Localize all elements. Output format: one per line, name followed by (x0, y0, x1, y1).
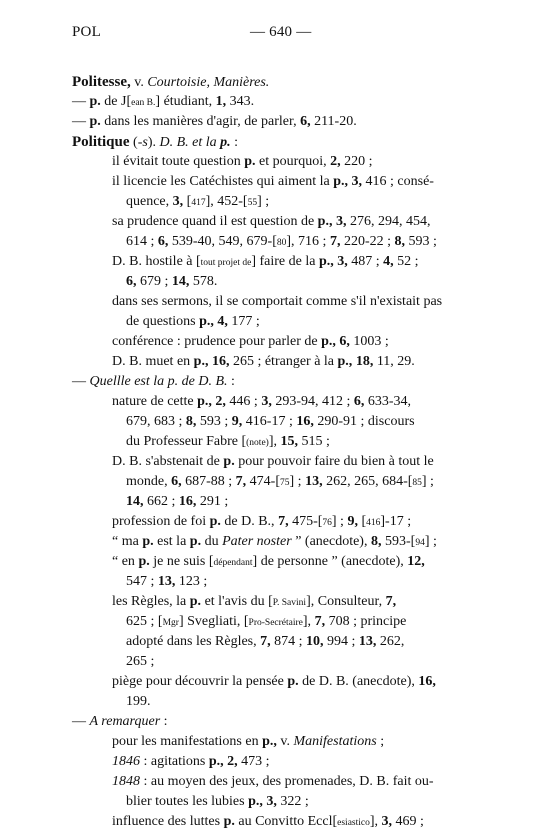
text: p. (209, 514, 221, 529)
text: 343. (226, 94, 255, 109)
volume-number: 2, (215, 394, 226, 409)
text: au Convitto Eccl[ (234, 814, 338, 829)
text: p. (244, 154, 256, 169)
index-line (126, 194, 269, 211)
text: ] ; (331, 514, 348, 529)
text: p. (223, 814, 235, 829)
text: A remarquer (89, 714, 161, 729)
index-line (112, 214, 430, 230)
text: p. (89, 94, 101, 109)
text: je ne suis [ (149, 554, 214, 569)
volume-number: 9, (347, 514, 358, 529)
text: 265 ; étranger à la (229, 354, 338, 369)
text: ” (anecdote), (291, 534, 371, 549)
text: de D. B., (220, 514, 279, 529)
volume-number: 13, (157, 574, 176, 589)
text: 75 (280, 478, 290, 488)
index-line (112, 454, 434, 470)
index-line (112, 514, 411, 531)
text: 293-94, 412 ; (271, 394, 354, 409)
sub-entry (72, 114, 357, 130)
text: 211-20. (310, 114, 357, 129)
text: p., (262, 734, 277, 749)
text: p. (220, 135, 231, 150)
text: ean B. (131, 98, 156, 108)
volume-number: 14, (126, 494, 144, 509)
text: 515 ; (298, 434, 330, 449)
text: 123 ; (175, 574, 208, 589)
text: quence, (126, 194, 173, 209)
text: sa prudence quand il est question de (112, 214, 318, 229)
text: “ ma (112, 534, 143, 549)
page-number: — 640 — (250, 24, 312, 40)
volume-number: 8, (394, 234, 406, 249)
volume-number: 3, (261, 394, 272, 409)
text: ] ; (257, 194, 270, 209)
volume-number: 7, (278, 514, 289, 529)
text: 52 ; (393, 254, 419, 269)
volume-number: 2, (227, 754, 238, 769)
text: p., (318, 254, 334, 269)
text: tout projet de (200, 258, 252, 268)
index-line (112, 554, 425, 571)
text: blier toutes les lubies (126, 794, 249, 809)
volume-number: 6, (353, 394, 365, 409)
entry-headword: Politesse, (72, 74, 131, 90)
text: 85 (412, 478, 422, 488)
text: de J[ (100, 94, 132, 109)
text: p. (223, 454, 235, 469)
entry-politesse (72, 74, 269, 91)
text: 76 (322, 518, 332, 528)
text: 265 ; (126, 654, 155, 669)
index-line (126, 314, 260, 330)
text: ] ; (289, 474, 306, 489)
text: 1003 ; (349, 334, 389, 349)
text: esiastico (337, 818, 370, 828)
text: 625 ; [ (126, 614, 163, 629)
volume-number: 12, (407, 554, 425, 569)
volume-number: 1, (215, 94, 227, 109)
index-line (126, 654, 154, 670)
text: [ (357, 514, 367, 529)
cross-reference: Manifestations (293, 734, 377, 749)
volume-number: 6, (126, 274, 137, 289)
volume-number: 14, (171, 274, 190, 289)
index-line (112, 354, 415, 370)
text: dans ses sermons, il se comportait comme s'il n'existait pas (112, 294, 443, 309)
text: p., (197, 394, 212, 409)
text: P. Savini (272, 598, 307, 608)
index-line (112, 254, 419, 271)
volume-number: 3, (337, 254, 348, 269)
index-line (112, 534, 437, 551)
text: ], 452-[ (205, 194, 248, 209)
volume-number: 8, (185, 414, 197, 429)
volume-number: 3, (172, 194, 184, 209)
text: nature de cette (112, 394, 198, 409)
index-line (112, 774, 434, 790)
text: 322 ; (276, 794, 309, 809)
volume-number: 3, (335, 214, 347, 229)
text: 679 ; (136, 274, 172, 289)
text: 593 ; (196, 414, 232, 429)
volume-number: 7, (329, 234, 341, 249)
text: 416 ; consé- (362, 174, 434, 189)
text: -s (137, 135, 148, 150)
volume-number: 10, (306, 634, 324, 649)
text: ], (369, 814, 382, 829)
text: du Professeur Fabre [ (126, 434, 247, 449)
text: p., (317, 214, 333, 229)
volume-number: 7, (260, 634, 271, 649)
text: — (72, 374, 90, 389)
volume-number: 13, (358, 634, 377, 649)
text: — (72, 114, 90, 129)
volume-number: 6, (300, 114, 311, 129)
cross-reference: Courtoisie, Manières. (147, 75, 270, 90)
text: 874 ; (270, 634, 307, 649)
text: “ en (112, 554, 139, 569)
text: ] Svegliati, [ (178, 614, 249, 629)
volume-number: 15, (280, 434, 298, 449)
volume-number: 4, (217, 314, 228, 329)
index-line (112, 814, 424, 831)
index-line (112, 154, 373, 170)
index-line (112, 754, 270, 770)
volume-number: 4, (383, 254, 394, 269)
text: 593-[ (381, 534, 416, 549)
text: pour pouvoir faire du bien à tout le (234, 454, 434, 469)
text: ; (376, 734, 385, 749)
text: dans les manières d'agir, de parler, (100, 114, 301, 129)
text: ] ; (421, 474, 434, 489)
text: de D. B. (anecdote), (298, 674, 419, 689)
year: 1846 (112, 754, 140, 769)
text: p. (189, 594, 202, 609)
index-line (126, 614, 406, 631)
text: p., (248, 794, 263, 809)
text: ], (268, 434, 281, 449)
text: D. B. et la (159, 135, 221, 150)
text: [ (183, 194, 192, 209)
volume-number: 16, (211, 354, 230, 369)
text: : agitations (140, 754, 209, 769)
text: conférence : prudence pour parler de (112, 334, 322, 349)
text: 291 ; (196, 494, 229, 509)
text: ( (129, 135, 138, 150)
text: — (72, 94, 90, 109)
index-line (126, 694, 151, 710)
volume-number: 16, (296, 414, 314, 429)
index-line (126, 474, 434, 491)
text: 290-91 ; discours (313, 414, 415, 429)
text: : (230, 135, 239, 150)
sub-entry (72, 94, 254, 111)
text: 578. (189, 274, 218, 289)
text: 475-[ (288, 514, 323, 529)
text: v. (130, 75, 148, 90)
text: Pro-Secrétaire (248, 618, 303, 628)
index-line (112, 294, 442, 310)
text: p., (193, 354, 209, 369)
text: (note) (246, 438, 269, 448)
text: Pater noster (222, 534, 292, 549)
text: 679, 683 ; (126, 414, 186, 429)
text: : (227, 374, 235, 389)
entry-politique (72, 134, 238, 151)
text: p., (208, 754, 224, 769)
text: — (72, 714, 90, 729)
text: 593 ; (405, 234, 437, 249)
index-line (126, 794, 309, 810)
text: 94 (415, 538, 425, 548)
text: 80 (276, 238, 287, 248)
index-line (112, 394, 411, 410)
text: 55 (247, 198, 258, 208)
text: adopté dans les Règles, (126, 634, 261, 649)
text: p. (142, 534, 154, 549)
volume-number: 13, (305, 474, 323, 489)
text: du (201, 534, 223, 549)
text: D. B. hostile à [ (112, 254, 201, 269)
text: ], 716 ; (286, 234, 330, 249)
volume-number: 7, (235, 474, 247, 489)
text: p., (321, 334, 336, 349)
index-line (112, 334, 389, 350)
volume-number: 3, (351, 174, 363, 189)
text: ). (147, 135, 160, 150)
text: p. (287, 674, 299, 689)
index-line (112, 174, 434, 190)
text: 687-88 ; (181, 474, 236, 489)
text: 614 ; (126, 234, 158, 249)
index-line (126, 494, 228, 510)
index-line (126, 574, 207, 590)
volume-number: 9, (231, 414, 243, 429)
index-line (112, 674, 436, 690)
text: 539-40, 549, 679-[ (168, 234, 277, 249)
text: 416 (366, 518, 381, 528)
text: D. B. muet en (112, 354, 194, 369)
text: p., (337, 354, 353, 369)
volume-number: 16, (178, 494, 197, 509)
volume-number: 2, (330, 154, 341, 169)
volume-number: 6, (157, 234, 169, 249)
text: ] de personne ” (anecdote), (252, 554, 408, 569)
text: dépendant (213, 558, 253, 568)
text: 417 (191, 198, 206, 208)
volume-number: 16, (418, 674, 436, 689)
volume-number: 7, (385, 594, 397, 609)
text: 469 ; (392, 814, 424, 829)
index-line (126, 634, 404, 650)
text: ] ; (424, 534, 437, 549)
text: 633-34, (364, 394, 412, 409)
index-line (112, 594, 396, 611)
text: ], Consulteur, (306, 594, 386, 609)
text: Mgr (162, 618, 179, 628)
volume-number: 6, (339, 334, 350, 349)
sub-heading (72, 714, 168, 730)
text: Quellle est la p. de D. B. (89, 374, 228, 389)
text: p. (189, 534, 202, 549)
text: 220 ; (340, 154, 373, 169)
text: 473 ; (237, 754, 270, 769)
running-head: POL (72, 24, 101, 40)
text: v. (276, 734, 294, 749)
text: de questions (126, 314, 200, 329)
index-line (112, 734, 384, 750)
index-line (126, 274, 217, 290)
text: 262, (376, 634, 405, 649)
text: est la (153, 534, 190, 549)
text: : (160, 714, 168, 729)
volume-number: 6, (171, 474, 182, 489)
text: pour les manifestations en (112, 734, 263, 749)
sub-heading (72, 374, 235, 390)
text: 547 ; (126, 574, 158, 589)
index-line (126, 234, 437, 251)
text: 199. (126, 694, 151, 709)
text: 446 ; (225, 394, 262, 409)
text: 177 ; (227, 314, 260, 329)
text: profession de foi (112, 514, 210, 529)
volume-number: 7, (314, 614, 326, 629)
text: 262, 265, 684-[ (322, 474, 413, 489)
text: et l'avis du [ (201, 594, 273, 609)
volume-number: 18, (355, 354, 374, 369)
text: les Règles, la (112, 594, 190, 609)
text: et pourquoi, (255, 154, 331, 169)
text: influence des luttes (112, 814, 224, 829)
text: monde, (126, 474, 172, 489)
text: 220-22 ; (340, 234, 395, 249)
text: ], (302, 614, 315, 629)
volume-number: 8, (370, 534, 382, 549)
index-line (126, 434, 330, 451)
text: ] étudiant, (155, 94, 216, 109)
volume-number: 3, (266, 794, 277, 809)
text: il licencie les Catéchistes qui aiment la (112, 174, 334, 189)
entry-headword: Politique (72, 134, 130, 150)
text: 662 ; (143, 494, 179, 509)
text: 994 ; (323, 634, 359, 649)
text: p. (89, 114, 101, 129)
text: piège pour découvrir la pensée (112, 674, 288, 689)
text: ]-17 ; (380, 514, 412, 529)
year: 1848 (112, 774, 140, 789)
text: ] faire de la (251, 254, 319, 269)
volume-number: 3, (381, 814, 393, 829)
text: 487 ; (347, 254, 384, 269)
text: p., (333, 174, 349, 189)
text: 708 ; principe (325, 614, 407, 629)
text: 11, 29. (373, 354, 415, 369)
text: D. B. s'abstenait de (112, 454, 224, 469)
text: 416-17 ; (242, 414, 297, 429)
text: : au moyen des jeux, des promenades, D. B. fait ou- (140, 774, 434, 789)
text: il évitait toute question (112, 154, 245, 169)
text: 276, 294, 454, (346, 214, 431, 229)
index-line (126, 414, 415, 430)
text: 474-[ (246, 474, 280, 489)
text: p. (138, 554, 150, 569)
text: p., (199, 314, 214, 329)
